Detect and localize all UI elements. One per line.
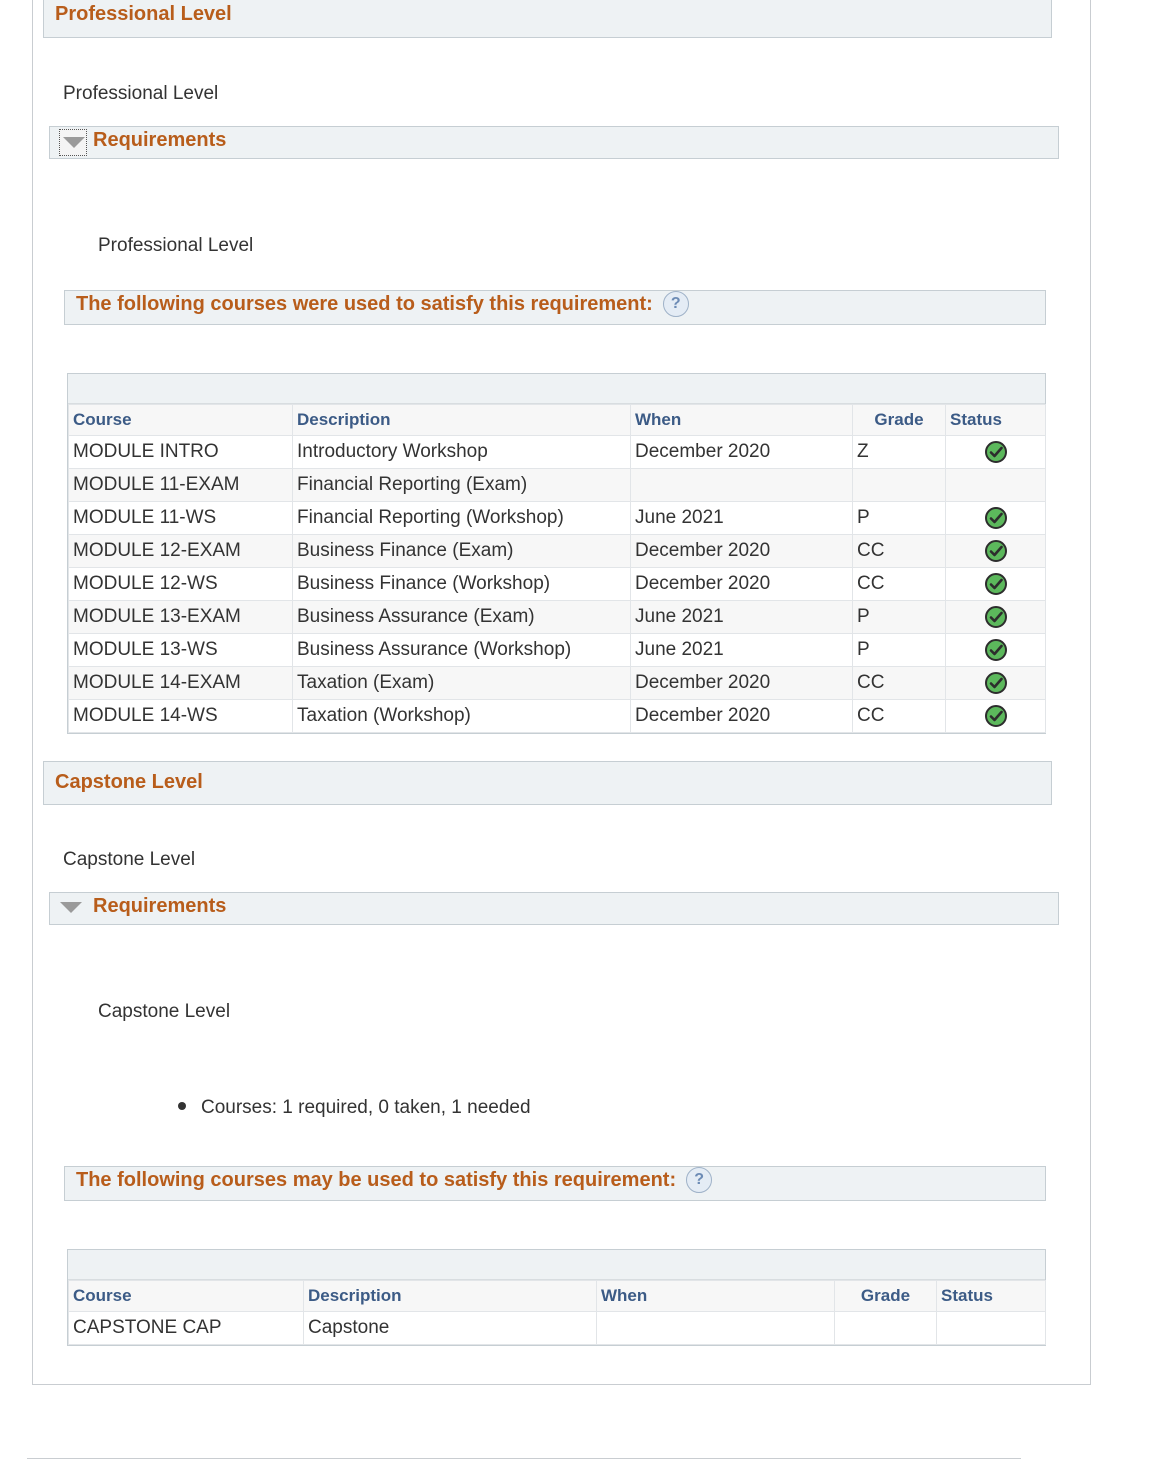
courses-summary [178, 1097, 531, 1119]
requirements-label: Requirements [93, 129, 227, 151]
check-icon [984, 605, 1008, 629]
column-grade[interactable]: Grade [853, 405, 946, 436]
requirements-label: Requirements [93, 895, 227, 917]
description-cell: Business Finance (Exam) [293, 535, 631, 568]
table-row [69, 601, 1046, 634]
when-cell: June 2021 [631, 502, 853, 535]
grade-cell: Z [853, 436, 946, 469]
grade-cell: P [853, 502, 946, 535]
column-status[interactable]: Status [937, 1281, 1046, 1312]
column-course[interactable]: Course [69, 405, 293, 436]
grade-cell: CC [853, 667, 946, 700]
column-description[interactable]: Description [304, 1281, 597, 1312]
course-cell[interactable]: MODULE 13-WS [69, 634, 293, 667]
professional-level-name: Professional Level [63, 83, 219, 104]
course-cell[interactable]: MODULE 14-WS [69, 700, 293, 733]
check-icon [984, 440, 1008, 464]
help-icon[interactable]: ? [686, 1167, 712, 1193]
table-row [69, 502, 1046, 535]
when-cell [631, 469, 853, 502]
bullet-icon [178, 1102, 186, 1110]
table-row [69, 568, 1046, 601]
status-cell [946, 700, 1046, 733]
courses-heading-text: The following courses were used to satisfy this requirement: [76, 293, 653, 315]
professional-courses-grid [67, 373, 1046, 734]
status-cell [946, 634, 1046, 667]
professional-courses-heading [64, 290, 1046, 325]
status-cell [946, 601, 1046, 634]
grid-toolbar [68, 374, 1045, 404]
capstone-level-name: Capstone Level [63, 849, 196, 870]
description-cell: Financial Reporting (Workshop) [293, 502, 631, 535]
course-cell[interactable]: MODULE 12-EXAM [69, 535, 293, 568]
description-cell: Business Assurance (Exam) [293, 601, 631, 634]
triangle-down-icon[interactable] [60, 902, 82, 913]
column-grade[interactable]: Grade [835, 1281, 937, 1312]
status-cell [937, 1312, 1046, 1345]
when-cell: December 2020 [631, 568, 853, 601]
when-cell: December 2020 [631, 700, 853, 733]
status-cell [946, 535, 1046, 568]
table-row [69, 436, 1046, 469]
check-icon [984, 671, 1008, 695]
when-cell: December 2020 [631, 436, 853, 469]
description-cell: Business Finance (Workshop) [293, 568, 631, 601]
grid-toolbar [68, 1250, 1045, 1280]
course-cell[interactable]: MODULE 12-WS [69, 568, 293, 601]
capstone-courses-grid [67, 1249, 1046, 1346]
table-row [69, 1312, 1046, 1345]
professional-requirement-name: Professional Level [98, 235, 254, 256]
professional-level-header [43, 0, 1052, 38]
description-cell: Taxation (Workshop) [293, 700, 631, 733]
check-icon [984, 572, 1008, 596]
table-row [69, 634, 1046, 667]
description-cell: Business Assurance (Workshop) [293, 634, 631, 667]
when-cell: June 2021 [631, 601, 853, 634]
column-when[interactable]: When [597, 1281, 835, 1312]
capstone-level-title: Capstone Level [55, 771, 203, 793]
column-headers [69, 405, 1046, 436]
column-description[interactable]: Description [293, 405, 631, 436]
status-cell [946, 436, 1046, 469]
description-cell: Taxation (Exam) [293, 667, 631, 700]
help-icon[interactable]: ? [663, 291, 689, 317]
table-row [69, 535, 1046, 568]
table-row [69, 667, 1046, 700]
column-course[interactable]: Course [69, 1281, 304, 1312]
course-cell[interactable]: MODULE 14-EXAM [69, 667, 293, 700]
grade-cell: CC [853, 700, 946, 733]
when-cell [597, 1312, 835, 1345]
description-cell: Capstone [304, 1312, 597, 1345]
course-cell[interactable]: MODULE 11-EXAM [69, 469, 293, 502]
collapse-toggle-button[interactable] [59, 129, 87, 156]
column-headers [69, 1281, 1046, 1312]
capstone-courses-heading [64, 1166, 1046, 1201]
professional-level-title: Professional Level [55, 3, 232, 25]
courses-heading-text: The following courses may be used to satisfy this requirement: [76, 1169, 677, 1191]
check-icon [984, 704, 1008, 728]
table-row [69, 700, 1046, 733]
capstone-requirement-name: Capstone Level [98, 1001, 231, 1022]
description-cell: Introductory Workshop [293, 436, 631, 469]
grade-cell: P [853, 601, 946, 634]
capstone-requirements-header[interactable] [49, 892, 1059, 925]
status-cell [946, 568, 1046, 601]
course-cell[interactable]: CAPSTONE CAP [69, 1312, 304, 1345]
status-cell [946, 502, 1046, 535]
status-cell [946, 667, 1046, 700]
course-cell[interactable]: MODULE 11-WS [69, 502, 293, 535]
grade-cell [835, 1312, 937, 1345]
check-icon [984, 539, 1008, 563]
check-icon [984, 506, 1008, 530]
triangle-down-icon [63, 137, 85, 148]
divider [27, 1458, 1021, 1459]
column-when[interactable]: When [631, 405, 853, 436]
grade-cell: CC [853, 568, 946, 601]
column-status[interactable]: Status [946, 405, 1046, 436]
status-cell [946, 469, 1046, 502]
when-cell: June 2021 [631, 634, 853, 667]
capstone-level-header [43, 761, 1052, 805]
professional-requirements-header[interactable] [49, 126, 1059, 159]
courses-summary-text: Courses: 1 required, 0 taken, 1 needed [201, 1097, 531, 1118]
grade-cell: P [853, 634, 946, 667]
description-cell: Financial Reporting (Exam) [293, 469, 631, 502]
grade-cell: CC [853, 535, 946, 568]
table-row [69, 469, 1046, 502]
check-icon [984, 638, 1008, 662]
grade-cell [853, 469, 946, 502]
when-cell: December 2020 [631, 667, 853, 700]
course-cell[interactable]: MODULE 13-EXAM [69, 601, 293, 634]
course-cell[interactable]: MODULE INTRO [69, 436, 293, 469]
when-cell: December 2020 [631, 535, 853, 568]
